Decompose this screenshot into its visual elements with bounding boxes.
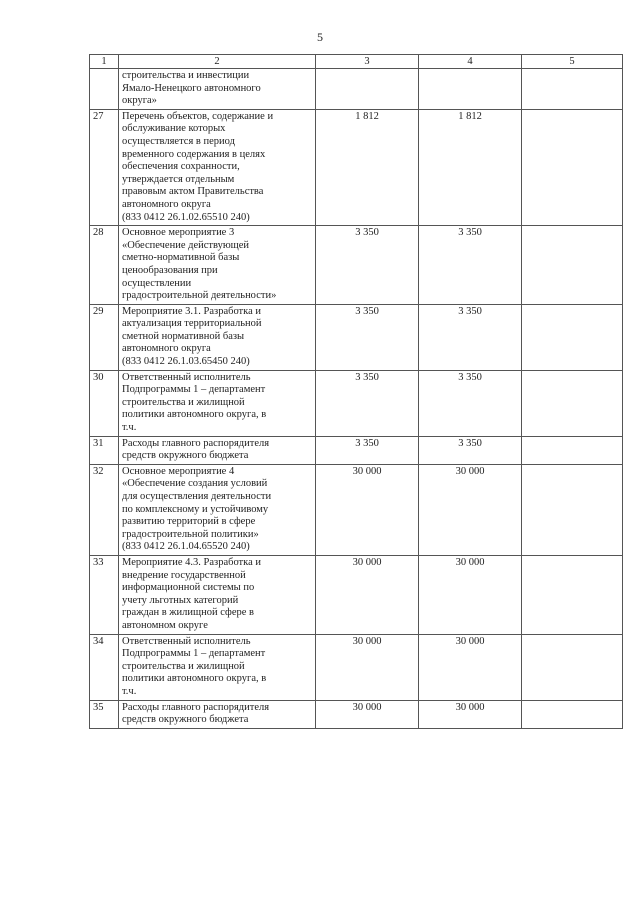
description-cell-text: строительства и инвестиции Ямало-Ненецкого автономного округа» <box>122 70 261 107</box>
value-col5-cell <box>522 436 623 464</box>
value-col3-cell <box>316 109 419 225</box>
value-col5-cell <box>522 304 623 370</box>
value-col3-cell <box>316 370 419 436</box>
value-col3-cell <box>316 634 419 700</box>
value-col4-cell-text: 1 812 <box>458 110 482 122</box>
column-header: 2 <box>119 55 316 69</box>
description-cell <box>119 69 316 110</box>
value-col3-cell <box>316 69 419 110</box>
description-cell-text: Расходы главного распорядителя средств окружного бюджета <box>122 701 270 726</box>
value-col5-cell <box>522 370 623 436</box>
column-header: 3 <box>316 55 419 69</box>
value-col3-cell <box>316 226 419 305</box>
value-col5-cell <box>522 226 623 305</box>
row-number-cell-text: 34 <box>93 635 104 647</box>
column-header: 4 <box>419 55 522 69</box>
value-col3-cell-text: 3 350 <box>355 437 379 449</box>
description-cell-text: Основное мероприятие 3 «Обеспечение действующей сметно-нормативной базы ценообразования при осуществлении градостроительной деятельности» <box>122 227 277 302</box>
description-cell-text: Перечень объектов, содержание и обслуживание которых осуществляется в период временного содержания в целях обеспечения сохранности, утверждается отдельным правовым актом Правительства автономного округа (833 0412 26.1.02.65510 240) <box>122 110 274 223</box>
description-cell <box>119 436 316 464</box>
value-col3-cell <box>316 464 419 555</box>
description-cell <box>119 370 316 436</box>
description-cell-text: Мероприятие 3.1. Разработка и актуализация территориальной сметной нормативной базы автономного округа (833 0412 26.1.03.65450 240) <box>122 305 262 368</box>
value-col3-cell-text: 3 350 <box>355 227 379 239</box>
value-col3-cell <box>316 304 419 370</box>
table-row <box>90 109 623 225</box>
value-col4-cell <box>419 464 522 555</box>
row-number-cell <box>90 304 119 370</box>
value-col4-cell <box>419 69 522 110</box>
value-col3-cell-text: 30 000 <box>352 701 382 713</box>
row-number-cell-text: 35 <box>93 701 104 713</box>
value-col4-cell <box>419 436 522 464</box>
row-number-cell-text: 32 <box>93 465 104 477</box>
value-col3-cell <box>316 700 419 728</box>
value-col4-cell-text: 30 000 <box>455 465 485 477</box>
row-number-cell-text: 29 <box>93 305 104 317</box>
value-col5-cell <box>522 109 623 225</box>
value-col3-cell <box>316 436 419 464</box>
row-number-cell <box>90 69 119 110</box>
description-cell <box>119 634 316 700</box>
table-row <box>90 69 623 110</box>
value-col4-cell <box>419 304 522 370</box>
value-col4-cell <box>419 226 522 305</box>
table-row <box>90 436 623 464</box>
value-col4-cell-text: 3 350 <box>458 305 482 317</box>
table-body <box>90 55 623 729</box>
row-number-cell <box>90 464 119 555</box>
description-cell-text: Расходы главного распорядителя средств окружного бюджета <box>122 437 270 462</box>
row-number-cell <box>90 370 119 436</box>
row-number-cell <box>90 436 119 464</box>
value-col4-cell-text: 30 000 <box>455 556 485 568</box>
value-col4-cell-text: 3 350 <box>458 437 482 449</box>
value-col5-cell <box>522 700 623 728</box>
table-header-row <box>90 55 623 69</box>
description-cell-text: Ответственный исполнитель Подпрограммы 1 – департамент строительства и жилищной политики автономного округа, в т.ч. <box>122 635 267 697</box>
value-col3-cell-text: 30 000 <box>352 465 382 477</box>
value-col4-cell-text: 3 350 <box>458 227 482 239</box>
column-header: 5 <box>522 55 623 69</box>
description-cell <box>119 226 316 305</box>
value-col5-cell <box>522 464 623 555</box>
value-col5-cell <box>522 69 623 110</box>
value-col4-cell-text: 30 000 <box>455 701 485 713</box>
table-row <box>90 370 623 436</box>
description-cell <box>119 304 316 370</box>
table-row <box>90 555 623 634</box>
value-col4-cell <box>419 555 522 634</box>
row-number-cell <box>90 109 119 225</box>
value-col3-cell-text: 1 812 <box>355 110 379 122</box>
page-number: 5 <box>317 30 323 44</box>
column-header: 1 <box>90 55 119 69</box>
value-col5-cell <box>522 555 623 634</box>
value-col4-cell <box>419 109 522 225</box>
value-col3-cell-text: 30 000 <box>352 635 382 647</box>
description-cell <box>119 555 316 634</box>
table-row <box>90 634 623 700</box>
row-number-cell-text: 31 <box>93 437 104 449</box>
row-number-cell-text: 30 <box>93 371 104 383</box>
value-col4-cell-text: 3 350 <box>458 371 482 383</box>
description-cell <box>119 109 316 225</box>
table-row <box>90 464 623 555</box>
value-col4-cell <box>419 634 522 700</box>
description-cell <box>119 700 316 728</box>
description-cell-text: Основное мероприятие 4 «Обеспечение создания условий для осуществления деятельности по комплексному и устойчивому развитию территорий в сфере градостроительной политики» (833 0412 26.1.04.65520 240) <box>122 465 272 553</box>
value-col3-cell-text: 3 350 <box>355 305 379 317</box>
row-number-cell <box>90 700 119 728</box>
row-number-cell <box>90 555 119 634</box>
value-col3-cell-text: 3 350 <box>355 371 379 383</box>
value-col4-cell-text: 30 000 <box>455 635 485 647</box>
description-cell <box>119 464 316 555</box>
row-number-cell <box>90 634 119 700</box>
description-cell-text: Мероприятие 4.3. Разработка и внедрение государственной информационной системы по учету льготных категорий граждан в жилищной сфере в автономном округе <box>122 556 261 631</box>
value-col4-cell <box>419 700 522 728</box>
value-col4-cell <box>419 370 522 436</box>
table-row <box>90 226 623 305</box>
budget-table <box>89 54 623 729</box>
value-col3-cell <box>316 555 419 634</box>
table-row <box>90 700 623 728</box>
row-number-cell-text: 27 <box>93 110 104 122</box>
row-number-cell <box>90 226 119 305</box>
value-col5-cell <box>522 634 623 700</box>
table-row <box>90 304 623 370</box>
row-number-cell-text: 33 <box>93 556 104 568</box>
description-cell-text: Ответственный исполнитель Подпрограммы 1 – департамент строительства и жилищной политики автономного округа, в т.ч. <box>122 371 267 434</box>
value-col3-cell-text: 30 000 <box>352 556 382 568</box>
row-number-cell-text: 28 <box>93 227 104 239</box>
